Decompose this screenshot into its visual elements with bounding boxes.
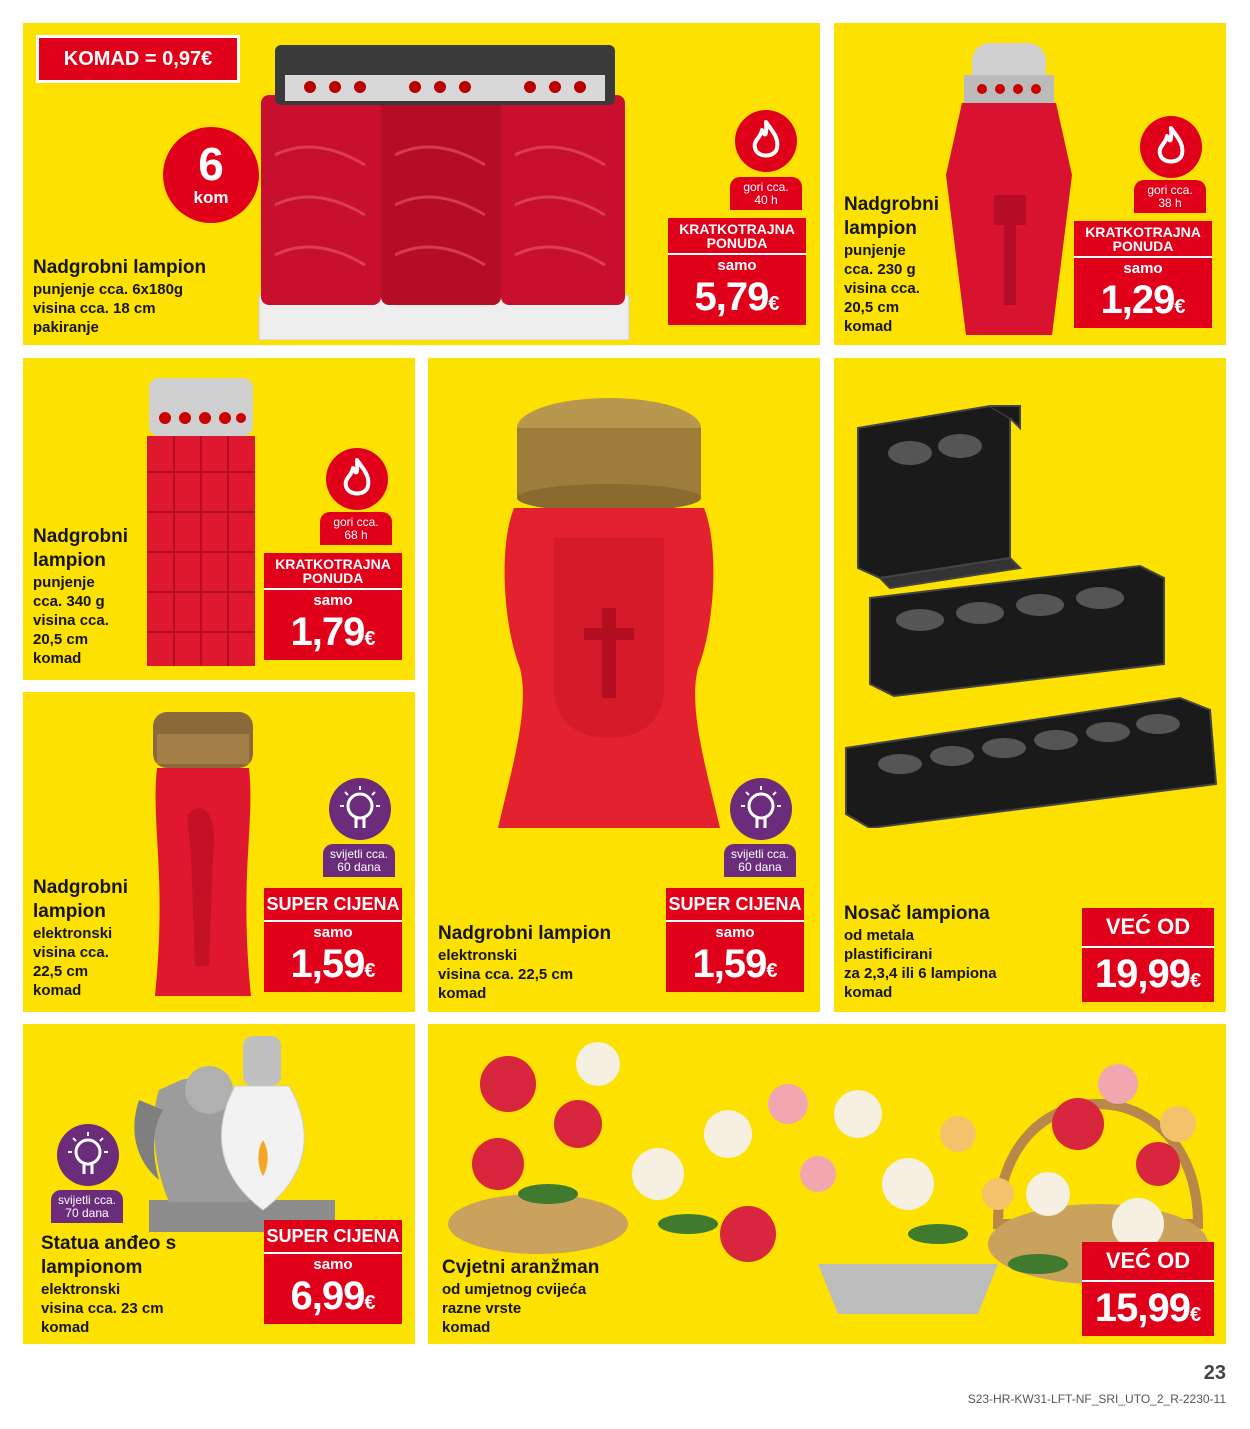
offer-label-line: PONUDA	[1112, 238, 1174, 254]
price-amount: 15,99	[1094, 1286, 1190, 1330]
product-detail: komad	[33, 650, 82, 667]
burn-time-badge	[320, 512, 392, 545]
lampion-electronic-image	[143, 706, 263, 1006]
product-title: Nosač lampiona	[844, 903, 990, 924]
price-currency: €	[364, 1292, 376, 1314]
price-amount: 1,79	[290, 610, 365, 654]
offer-label-line: KRATKOTRAJNA	[679, 221, 795, 237]
product-detail: visina cca. 22,5 cm	[438, 966, 574, 983]
badge-line: 68 h	[344, 528, 368, 542]
product-detail: elektronski	[41, 1281, 121, 1298]
offer-label-line: SUPER CIJENA	[266, 1226, 400, 1246]
product-panel-1	[23, 23, 820, 345]
price-amount: 1,29	[1100, 278, 1175, 322]
offer-label-line: SUPER CIJENA	[266, 894, 400, 914]
product-detail: komad	[844, 984, 893, 1001]
product-panel-5	[428, 358, 820, 1012]
product-description	[33, 256, 293, 337]
lightbulb-icon	[57, 1124, 119, 1186]
product-detail: komad	[438, 985, 487, 1002]
price-box	[668, 218, 806, 325]
product-detail: elektronski	[33, 925, 113, 942]
price-currency: €	[768, 293, 780, 315]
price-amount: 1,59	[290, 942, 365, 986]
offer-label-line: VEĆ OD	[1105, 1248, 1191, 1273]
samo-label: samo	[313, 924, 353, 941]
product-title: Nadgrobni lampion	[438, 923, 612, 944]
offer-label-line: PONUDA	[706, 235, 768, 251]
product-detail: cca. 230 g	[844, 261, 916, 278]
product-description	[844, 193, 969, 336]
price-currency: €	[364, 628, 376, 650]
price-currency: €	[1189, 1304, 1202, 1326]
offer-label	[668, 218, 806, 255]
offer-label	[1082, 908, 1214, 948]
product-detail: 20,5 cm	[33, 631, 89, 648]
product-description	[33, 876, 153, 1000]
light-time-badge	[724, 844, 796, 877]
offer-label-line: KRATKOTRAJNA	[1085, 224, 1201, 240]
lightbulb-icon	[730, 778, 792, 840]
product-detail: 22,5 cm	[33, 963, 89, 980]
product-title: Cvjetni aranžman	[442, 1257, 600, 1278]
offer-label	[264, 1220, 402, 1254]
angel-statue-image	[129, 1030, 339, 1240]
offer-label-line: SUPER CIJENA	[668, 894, 802, 914]
flame-icon	[326, 448, 388, 510]
product-detail: visina cca.	[33, 944, 109, 961]
product-detail: komad	[442, 1319, 491, 1336]
price-box	[666, 888, 804, 992]
product-detail: komad	[33, 982, 82, 999]
offer-label-line: VEĆ OD	[1105, 914, 1191, 939]
offer-label	[1074, 221, 1212, 258]
product-panel-3	[23, 358, 415, 680]
product-detail: visina cca.	[33, 612, 109, 629]
product-description	[442, 1256, 662, 1337]
offer-label-line: KRATKOTRAJNA	[275, 556, 391, 572]
product-detail: punjenje cca. 6x180g	[33, 281, 184, 298]
product-detail: visina cca. 18 cm	[33, 300, 156, 317]
price-currency: €	[766, 960, 778, 982]
count-unit: kom	[193, 188, 229, 207]
samo-label: samo	[1123, 260, 1163, 277]
badge-line: 60 dana	[337, 860, 381, 874]
lampion-large-image	[484, 388, 734, 838]
product-description	[41, 1232, 201, 1337]
badge-line: svijetli cca.	[329, 847, 388, 861]
product-detail: plastificirani	[844, 946, 933, 963]
price-box	[264, 553, 402, 660]
product-detail: razne vrste	[442, 1300, 522, 1317]
offer-label	[666, 888, 804, 922]
komad-price-tag: KOMAD = 0,97€	[36, 35, 240, 83]
lightbulb-icon	[329, 778, 391, 840]
badge-line: gori cca.	[333, 515, 379, 529]
price-currency: €	[364, 960, 376, 982]
badge-line: svijetli cca.	[730, 847, 789, 861]
product-panel-6	[834, 358, 1226, 1012]
offer-label-line: PONUDA	[302, 570, 364, 586]
price-amount: 19,99	[1094, 952, 1190, 996]
badge-line: gori cca.	[1147, 183, 1193, 197]
samo-label: samo	[313, 1256, 353, 1273]
lampion-six-pack-image	[255, 35, 635, 340]
badge-line: 38 h	[1158, 196, 1182, 210]
price-amount: 1,59	[692, 942, 767, 986]
product-detail: komad	[41, 1319, 90, 1336]
badge-line: 70 dana	[65, 1206, 109, 1220]
page-number: 23	[1203, 1362, 1226, 1384]
catalog-code: S23-HR-KW31-LFT-NF_SRI_UTO_2_R-2230-11	[967, 1392, 1226, 1406]
product-detail: visina cca.	[844, 280, 920, 297]
price-currency: €	[1189, 970, 1202, 992]
product-detail: punjenje	[33, 574, 95, 591]
product-panel-8	[428, 1024, 1226, 1344]
badge-line: 40 h	[754, 193, 778, 207]
product-description	[844, 902, 1054, 1002]
light-time-badge	[51, 1190, 123, 1223]
offer-label	[1082, 1242, 1214, 1282]
burn-time-badge	[730, 177, 802, 210]
badge-line: svijetli cca.	[57, 1193, 116, 1207]
light-time-badge	[323, 844, 395, 877]
product-detail: elektronski	[438, 947, 518, 964]
product-title: Nadgrobni lampion	[33, 257, 207, 278]
product-title: Nadgrobni lampion	[844, 194, 939, 239]
burn-time-badge	[1134, 180, 1206, 213]
product-description	[33, 525, 153, 668]
price-box	[1082, 908, 1214, 1002]
samo-label: samo	[717, 257, 757, 274]
product-detail: 20,5 cm	[844, 299, 900, 316]
product-title: Nadgrobni lampion	[33, 877, 128, 922]
product-detail: cca. 340 g	[33, 593, 105, 610]
price-amount: 6,99	[290, 1274, 365, 1318]
price-box	[264, 888, 402, 992]
product-panel-7	[23, 1024, 415, 1344]
price-box	[264, 1220, 402, 1324]
product-detail: od umjetnog cvijeća	[442, 1281, 587, 1298]
lampion-faceted-image	[141, 372, 261, 672]
product-detail: pakiranje	[33, 319, 99, 336]
price-amount: 5,79	[694, 275, 769, 319]
product-detail: komad	[844, 318, 893, 335]
flame-icon	[1140, 116, 1202, 178]
lampion-holder-image	[840, 398, 1224, 828]
samo-label: samo	[313, 592, 353, 609]
product-panel-4	[23, 692, 415, 1012]
product-detail: za 2,3,4 ili 6 lampiona	[844, 965, 997, 982]
price-box	[1074, 221, 1212, 328]
price-box	[1082, 1242, 1214, 1336]
product-detail: visina cca. 23 cm	[41, 1300, 164, 1317]
product-panel-2	[834, 23, 1226, 345]
samo-label: samo	[715, 924, 755, 941]
flame-icon	[735, 110, 797, 172]
count-badge	[163, 127, 259, 223]
offer-label	[264, 888, 402, 922]
product-title: Statua anđeo s lampionom	[41, 1233, 177, 1278]
offer-label	[264, 553, 402, 590]
product-detail: punjenje	[844, 242, 906, 259]
badge-line: gori cca.	[743, 180, 789, 194]
badge-line: 60 dana	[738, 860, 782, 874]
product-title: Nadgrobni lampion	[33, 526, 128, 571]
product-description	[438, 922, 658, 1003]
price-currency: €	[1174, 296, 1186, 318]
count-number: 6	[198, 138, 224, 190]
product-detail: od metala	[844, 927, 915, 944]
